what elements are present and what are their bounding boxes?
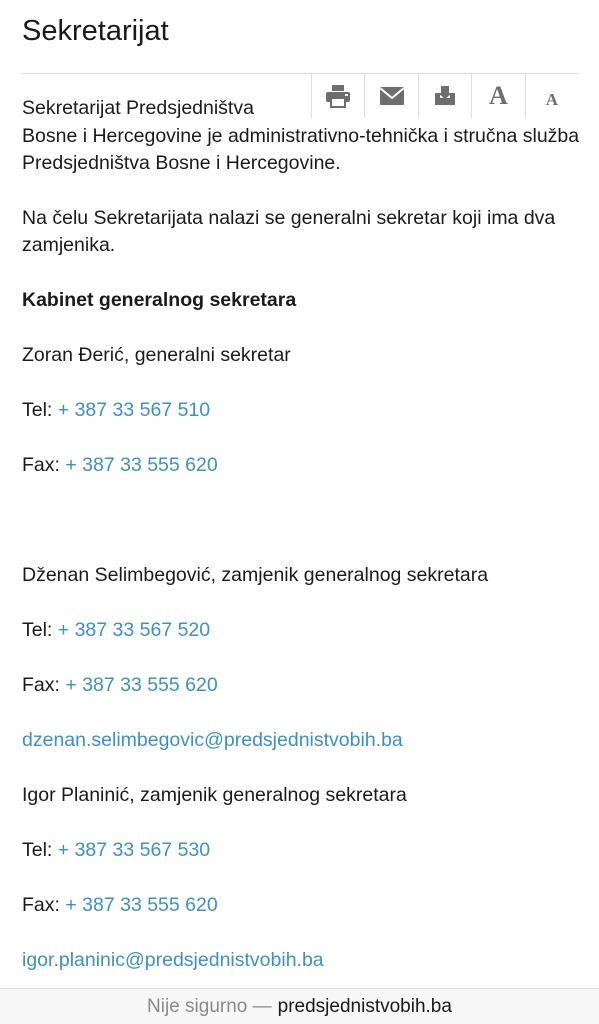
article-body	[22, 95, 578, 974]
tel-line	[22, 617, 578, 645]
font-decrease-icon: A	[545, 89, 558, 109]
fax-label: Fax:	[22, 893, 66, 916]
tel-link[interactable]: + 387 33 567 510	[57, 398, 211, 421]
fax-line	[22, 452, 578, 480]
url-domain: predsjednistvobih.ba	[277, 996, 452, 1017]
intro-paragraph-2: Na čelu Sekretarijata nalazi se generalni sekretar koji ima dva zamjenika.	[22, 206, 556, 256]
person-name: Dženan Selimbegović, zamjenik generalnog sekretara	[22, 563, 489, 586]
intro-line-1: Sekretarijat Predsjedništva	[22, 97, 254, 119]
tel-label: Tel:	[22, 398, 58, 421]
page-title: Sekretarijat	[22, 15, 169, 47]
address-bar[interactable]	[0, 988, 599, 1024]
email-link[interactable]: igor.planinic@predsjednistvobih.ba	[22, 948, 324, 971]
tel-label: Tel:	[22, 838, 58, 861]
section-heading: Kabinet generalnog sekretara	[22, 288, 297, 311]
tel-line	[22, 837, 578, 865]
intro-line-2: Bosne i Hercegovine je administrativno-tehnička i stručna služba Predsjedništva Bosne i Hercegovine.	[22, 124, 580, 174]
person-name: Zoran Đerić, generalni sekretar	[22, 343, 291, 366]
email-line	[22, 727, 578, 755]
tel-line	[22, 397, 578, 425]
tel-label: Tel:	[22, 618, 58, 641]
email-link[interactable]: dzenan.selimbegovic@predsjednistvobih.ba	[22, 728, 403, 751]
fax-link[interactable]: + 387 33 555 620	[65, 453, 218, 476]
fax-line	[22, 892, 578, 920]
intro-paragraph	[22, 95, 582, 178]
fax-link[interactable]: + 387 33 555 620	[65, 673, 218, 696]
font-increase-icon: A	[489, 81, 508, 110]
security-status: Nije sigurno —	[147, 996, 272, 1017]
fax-line	[22, 672, 578, 700]
fax-label: Fax:	[22, 673, 66, 696]
tel-link[interactable]: + 387 33 567 520	[57, 618, 211, 641]
email-line	[22, 947, 578, 975]
fax-link[interactable]: + 387 33 555 620	[65, 893, 218, 916]
fax-label: Fax:	[22, 453, 66, 476]
person-name: Igor Planinić, zamjenik generalnog sekretara	[22, 783, 407, 806]
tel-link[interactable]: + 387 33 567 530	[57, 838, 211, 861]
